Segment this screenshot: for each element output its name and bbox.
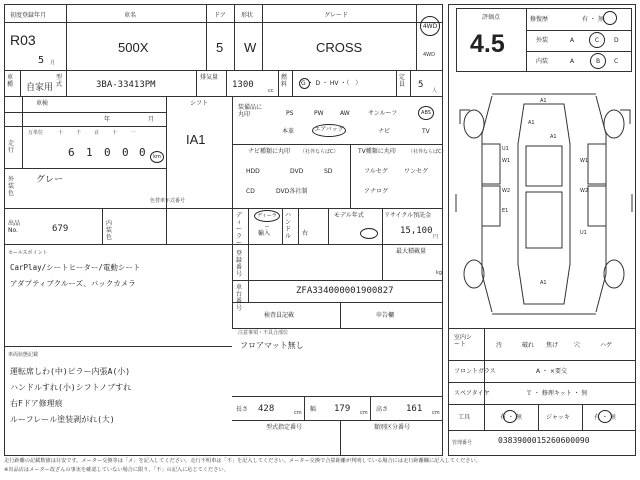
code-e1: E1 [502, 208, 509, 214]
navi-dvd-2: DVD各社制 [276, 188, 308, 195]
label-shape: 形状 [241, 12, 254, 19]
repair-selected-circle [603, 11, 617, 25]
label-reg-no: 登録番号 [236, 250, 243, 278]
sales-text-2: アダプティブクルーズ、バックカメラ [10, 279, 136, 288]
wheel-front-right [604, 110, 624, 138]
car-name: 500X [118, 40, 149, 55]
seat-dirt: 汚 [496, 342, 503, 349]
label-doors: ドア [214, 12, 226, 19]
kg-unit: kg [436, 270, 443, 276]
displacement-value: 1300 [232, 80, 254, 90]
label-checker-label: 車両状態記載 [8, 352, 39, 358]
label-displacement: 排気量 [200, 74, 219, 81]
label-navi: ナビ種類に丸印 [248, 148, 291, 155]
wheel-rear-right [604, 260, 624, 288]
int-selected: B [595, 58, 601, 65]
tools-circle [503, 410, 517, 423]
label-shift: シフト [190, 100, 209, 107]
grade-value: CROSS [316, 40, 363, 55]
digit-head-0: 十 [58, 130, 64, 136]
car-damage-diagram [452, 84, 636, 324]
windshield-options: A ・ ×要交 [536, 368, 567, 375]
footnote: 走行距離の記載数値は目安です。メーター交換等は「メ」を記入してください。走行不明車は「不」を記入してください。メーター交換で合算距離が判明している場合には走行距離欄に記入してください。 [4, 458, 481, 464]
label-equipment: 装備品に丸印 [238, 104, 263, 118]
equip-abs-circle [418, 106, 434, 120]
label-capacity: 定員 [399, 74, 406, 88]
sales-text: CarPlay/シートヒーター/電動シート [10, 263, 141, 272]
repair-options: 有 ・ 無 [582, 16, 604, 23]
tv-header: （社外ならばC） [408, 149, 447, 155]
reg-era-year: R03 [10, 32, 36, 48]
color-change: 色替車年式番号 [150, 198, 186, 204]
height-value: 161 [406, 404, 423, 414]
label-reg-year-month: 初度登録年月 [10, 12, 47, 19]
report-line-1: ハンドルすれ(小)シフトノブすれ [10, 383, 132, 392]
digits-label: 万単位 [28, 130, 44, 136]
ext-grade-a: A [570, 37, 575, 44]
equip-leather: 本革 [282, 128, 295, 135]
label-checker: 検査員記載 [264, 312, 295, 319]
label-dealer-note: 申告欄 [376, 312, 395, 319]
label-mileage: 走行 [8, 140, 15, 154]
navi-hdd: HDD [246, 168, 260, 175]
label-interior: 内装 [536, 58, 549, 65]
door-right-rear [588, 186, 606, 226]
label-model-year: モデル年式 [334, 212, 364, 219]
wheel-front-left [464, 110, 484, 138]
code-u1: U1 [502, 146, 509, 152]
fuel-options: G ・ D ・ HV ・（ ） [301, 80, 362, 87]
code-w1-right: W1 [580, 158, 589, 164]
mileage-digit-1: 1 [86, 146, 93, 159]
label-recycle: リサイクル預託金 [384, 212, 432, 219]
digit-head-2: 百 [94, 130, 100, 136]
label-spare: スペアタイヤ [454, 390, 490, 397]
tv-oneseg: ワンセグ [404, 168, 429, 175]
ext-selected-circle [589, 32, 605, 48]
label-inspection: 車検 [36, 100, 49, 107]
checker-note: フロアマット無し [240, 341, 304, 350]
digit-head-1: 千 [76, 130, 82, 136]
digit-head-3: 十 [112, 130, 118, 136]
equip-airbag: エアバッグ [314, 126, 344, 133]
equip-aw: AW [340, 110, 350, 117]
code-a1-front: A1 [540, 98, 547, 104]
label-chassis-no: 車台番号 [236, 284, 243, 312]
int-grade-c: C [614, 58, 619, 65]
seat-burn: 焦げ [546, 342, 559, 349]
label-score: 評価点 [482, 14, 501, 21]
digit-head-4: 一 [130, 130, 136, 136]
equip-abs: ABS [421, 110, 431, 116]
mileage-unit: km [153, 154, 161, 160]
shape-value: W [244, 40, 257, 55]
month-unit: 月 [50, 60, 56, 66]
reg-month: 5 [38, 55, 45, 66]
drive-label: 4WD [422, 23, 438, 30]
equip-tv: TV [422, 128, 430, 135]
equip-ps: PS [286, 110, 294, 117]
label-sales-points: セールスポイント [8, 250, 48, 256]
report-line-3: ルーフレール塗装剥がれ(大) [10, 415, 115, 424]
navi-header: （社外ならばC） [300, 149, 339, 155]
manage-no-value: 0383900015260600090 [498, 436, 590, 445]
navi-dvd: DVD [290, 168, 304, 175]
mileage-digit-0: 6 [68, 146, 75, 159]
spare-options: Ｔ ・ 修理キット ・ 無 [526, 390, 588, 397]
length-unit: cm [294, 410, 302, 416]
code-w2-right: W2 [580, 188, 589, 194]
label-windshield: フロントガラス [454, 368, 496, 375]
dealer-circle [254, 210, 280, 230]
doors-value: 5 [216, 40, 224, 55]
label-seats: 室内シート [454, 334, 473, 348]
code-w1-left: W1 [502, 158, 511, 164]
type-value: 自家用 [26, 83, 54, 93]
handle-opt-right: 右 [302, 230, 309, 237]
seat-tear: 破れ [522, 342, 535, 349]
recycle-amount: 15,100 [400, 226, 433, 236]
insp-year: 年 [104, 116, 111, 123]
code-a1-hood: A1 [528, 120, 535, 126]
label-height: 高さ [376, 406, 389, 413]
equip-pw: PW [314, 110, 324, 117]
model-value: 3BA-33413PM [96, 80, 156, 90]
ext-selected: C [594, 37, 600, 44]
seat-worn: ハゲ [600, 342, 613, 349]
jack-options: 有 ・ 無 [594, 414, 616, 421]
dealer-opt-import: 輸入 [258, 230, 271, 237]
label-manage-no: 管理番号 [452, 440, 473, 446]
label-length: 長さ [236, 406, 249, 413]
label-interior-color: 内装色 [106, 220, 113, 241]
recycle-unit: 円 [433, 234, 439, 240]
int-selected-circle [590, 53, 606, 69]
label-grade: グレード [324, 12, 349, 19]
label-width: 幅 [310, 406, 317, 413]
code-u1-right: U1 [580, 230, 587, 236]
code-a1-rear: A1 [540, 280, 547, 286]
length-value: 428 [258, 404, 275, 414]
dealer-label-circled: ディーラー [257, 213, 277, 230]
label-jack: ジャッキ [546, 414, 570, 421]
int-grade-a: A [570, 58, 575, 65]
cap-unit: 人 [432, 88, 438, 94]
equip-sunroof: サンルーフ [368, 110, 398, 117]
lot-value: 679 [52, 224, 69, 234]
navi-cd: CD [246, 188, 255, 195]
score-value: 4.5 [470, 30, 505, 58]
navi-sd: SD [324, 168, 333, 175]
mileage-unit-circle [150, 151, 164, 163]
door-left-front [482, 144, 500, 184]
report-line-0: 運転席しわ(中)ピラー内張A(小) [10, 367, 131, 376]
label-dealer: ディーラー [236, 212, 243, 247]
label-lot: 出品No. [8, 220, 21, 234]
report-line-2: 右Fドア修理痕 [10, 399, 63, 408]
drive-label-2: 4WD [423, 52, 435, 58]
door-left-rear [482, 186, 500, 226]
tv-fullseg: フルセグ [364, 168, 388, 175]
label-model-code: 型式指定番号 [266, 424, 303, 431]
height-unit: cm [432, 410, 440, 416]
door-right-front [588, 144, 606, 184]
label-tools: 工具 [458, 414, 471, 421]
ext-grade-d: D [614, 37, 619, 44]
year-circle [360, 228, 378, 239]
mileage-digit-2: 0 [104, 146, 111, 159]
label-model: 型式 [56, 74, 63, 88]
label-fuel: 燃料 [281, 74, 288, 88]
label-color: 外装色 [8, 176, 15, 197]
label-max-load: 最大積載量 [396, 248, 427, 255]
tools-options: 有 ・ 無 [500, 414, 522, 421]
insp-month: 月 [148, 116, 155, 123]
jack-circle [598, 410, 612, 423]
width-unit: cm [360, 410, 368, 416]
tv-analog: アナログ [364, 188, 389, 195]
width-value: 179 [334, 404, 351, 414]
label-handle: ハンドル [285, 212, 292, 240]
equip-airbag-circle [312, 124, 346, 137]
label-name: 車名 [124, 12, 137, 19]
car-roof-front [526, 146, 562, 186]
mileage-digit-3: 0 [122, 146, 129, 159]
label-exterior: 外装 [536, 37, 549, 44]
seat-hole: 穴 [574, 342, 581, 349]
capacity-value: 5 [418, 80, 424, 90]
shift-value: IA1 [186, 132, 206, 147]
wheel-rear-left [464, 260, 484, 288]
footnote-2: ※出品店はメーター改ざんの事実を確認していない場合に限り、「不」の記入に応じてください。 [4, 467, 229, 473]
mileage-digit-4: 0 [139, 146, 146, 159]
label-repair: 修復歴 [530, 16, 549, 23]
code-a1-hood-2: A1 [550, 134, 557, 140]
equip-navi: ナビ [378, 128, 391, 135]
code-w2-left: W2 [502, 188, 511, 194]
color-value: グレー [36, 175, 64, 185]
label-class-code: 類別区分番号 [374, 424, 411, 431]
drive-circle [420, 16, 440, 36]
car-roof-rear [526, 192, 562, 248]
label-report: 注意事項・不具合部位 [238, 330, 289, 336]
label-type: 車種 [7, 74, 14, 88]
chassis-value: ZFA334000001900827 [296, 286, 394, 296]
label-tv: TV種類に丸印 [358, 148, 396, 155]
disp-unit: cc [268, 88, 274, 94]
